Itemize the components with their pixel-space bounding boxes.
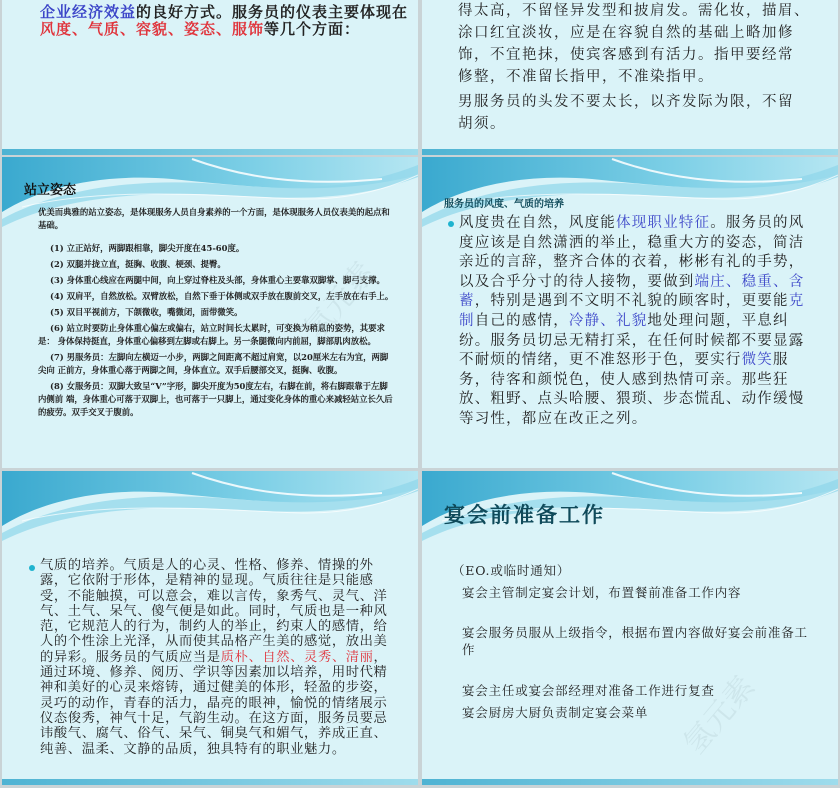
body-text: 的良好方式。服务员的仪表主要体现在 <box>136 3 409 21</box>
body-text: 。服务员的风度应该是自然潇洒的举止，稳重大方的姿态，简洁亲近的言辞，整齐合体的衣着，彬彬有礼的手势，以及合乎分寸的待人接物，要做到 <box>459 215 805 290</box>
text-line: 男服务员的头发不要太长，以齐发际为限，不留 <box>458 94 794 110</box>
watermark: 氢元素 <box>297 255 383 347</box>
slide-3[interactable] <box>2 157 418 468</box>
slide-border <box>422 779 838 785</box>
slide-2[interactable] <box>422 0 838 155</box>
note-text: （EO.或临时通知） <box>452 563 571 578</box>
slide-title: 站立姿态 <box>24 183 77 198</box>
bullet-icon <box>448 221 454 227</box>
list-item: (7) 男服务员：左脚向左横迈一小步，两脚之间距离不超过肩宽，以20厘米左右为宜，两脚尖向 正前方，身体重心落于两脚之间，身体直立。双手后腰部交叉，挺胸、收腹。 <box>38 352 389 375</box>
slide-1[interactable] <box>2 0 418 155</box>
list-item: (8) 女服务员：双脚大致呈“V”字形，脚尖开度为50度左右，右脚在前，将右脚跟靠于左脚内侧前 端，身体重心可落于双脚上，也可落于一只脚上，通过变化身体的重心来减轻站立长久后 的疲劳。双手交叉于腹前。 <box>38 381 393 417</box>
highlight-text: 端庄、稳重、含蓄 <box>459 273 805 310</box>
body-text: 地处理问题，平息纠纷。服务员切忌无精打采，在任何时候都不要显露不耐烦的情绪，更不准怒形于色，要实行 <box>459 312 805 369</box>
list-item: (2) 双腿并拢立直，挺胸、收腹、梗颈、提臀。 <box>50 259 226 269</box>
slide-border <box>422 149 838 155</box>
slide-5-text <box>40 558 398 757</box>
list-item: (3) 身体重心线应在两腿中间，向上穿过脊柱及头部，身体重心主要靠双脚掌、脚弓支撑。 <box>50 275 385 285</box>
text-line: 修整，不准留长指甲，不准染指甲。 <box>458 69 714 85</box>
list-item: (6) 站立时要防止身体重心偏左或偏右，站立时间长太累时，可变换为稍息的姿势，其要求是： 身体保持挺直，身体重心偏移到左脚或右脚上。另一条腿微向内前屈，脚部肌肉放松。 <box>38 323 385 346</box>
bullet-icon <box>29 565 35 571</box>
intro-text: 优美而典雅的站立姿态，是体现服务人员自身素养的一个方面，是体现服务人员仪表美的起点和基础。 <box>38 207 390 230</box>
watermark: 氢元素 <box>677 669 763 761</box>
list-item: (5) 双目平视前方，下颌微收，嘴微闭，面带微笑。 <box>50 307 243 317</box>
list-item: 宴会厨房大厨负责制定宴会菜单 <box>462 704 649 720</box>
slide-2-text <box>458 0 810 135</box>
highlight-text: 冷静、礼貌 <box>568 312 648 329</box>
list-item: (1) 立正站好，两脚跟相靠，脚尖开度在45-60度。 <box>50 243 245 253</box>
slide-6-body <box>452 563 816 721</box>
highlight-text: 质朴、自然、灵秀、清丽 <box>220 649 374 665</box>
text-line: 得太高，不留怪异发型和披肩发。需化妆，描眉、 <box>458 3 810 19</box>
body-text: ，特别是遇到不文明不礼貌的顾客时，更要能 <box>474 293 789 310</box>
text-line: 涂口红宜淡妆，应是在容貌自然的基础上略加修 <box>458 25 794 41</box>
highlight-text: 体现职业特征 <box>616 215 711 231</box>
highlight-text: 克制 <box>459 293 805 329</box>
highlight-text: 企业经济效益 <box>40 3 137 21</box>
slide-6[interactable] <box>422 471 838 785</box>
highlight-text: 微笑 <box>741 352 774 369</box>
body-text: ，通过环境、修养、阅历、学识等因素加以培养，用时代精神和美好的心灵来熔铸，通过健美的体形，轻盈的步姿，灵巧的动作，青春的活力，晶亮的眼神，愉悦的情绪展示仪态俊秀，神气十足，气韵生动。在这方面，服务员要忌讳酸气、腐气、俗气、呆气、铜臭气和媚气，养成正直、纯善、温柔、文静的品质，独具特有的职业魅力。 <box>40 649 388 757</box>
slide-title: 宴会前准备工作 <box>444 503 605 527</box>
list-item: 宴会服务员服从上级指令，根据布置内容做好宴会前准备工作 <box>462 625 808 657</box>
list-item: 宴会主管制定宴会计划，布置餐前准备工作内容 <box>462 584 742 600</box>
body-text: 服务，待客和颜悦色，使人感到热情可亲。那些狂放、粗野、点头哈腰、猥琐、步态慌乱、动作缓慢等习性，都应在改正之列。 <box>459 352 805 427</box>
body-text: 等几个方面： <box>264 20 361 38</box>
text-line: 饰，不宜艳抹，使宾客感到有活力。指甲要经常 <box>458 47 794 63</box>
list-item: 宴会主任或宴会部经理对准备工作进行复查 <box>462 683 715 698</box>
slide-border <box>2 779 418 785</box>
wave-decoration <box>2 471 418 551</box>
list-item: (4) 双肩平，自然放松。双臂放松，自然下垂于体侧或双手放在腹前交叉，左手放在右手上。 <box>50 291 394 301</box>
slide-border <box>2 149 418 155</box>
slide-title: 服务员的风度、气质的培养 <box>444 199 564 210</box>
slide-4[interactable] <box>422 157 838 468</box>
body-text: 自己的感情， <box>474 312 569 329</box>
text-line: 胡须。 <box>458 116 506 132</box>
slide-1-text <box>40 4 408 38</box>
highlight-text: 风度、气质、容貌、姿态、服饰 <box>40 20 265 38</box>
slide-4-text <box>459 214 806 430</box>
slide-5[interactable] <box>2 471 418 785</box>
body-text: 风度贵在自然，风度能 <box>459 215 616 231</box>
body-text: 气质的培养。气质是人的心灵、性格、修养、情操的外露，它依附于形体，是精神的显现。气质往往是只能感受，不能触摸，可以意会，难以言传，象秀气、灵气、洋气、土气、呆气、傻气便是如此。同时，气质也是一种风范，它规范人的行为，制约人的举止，约束人的感情，给人的个性涂上光泽，从而使其品格产生美的感觉，放出美的异彩。服务员的气质应当是 <box>40 558 388 665</box>
